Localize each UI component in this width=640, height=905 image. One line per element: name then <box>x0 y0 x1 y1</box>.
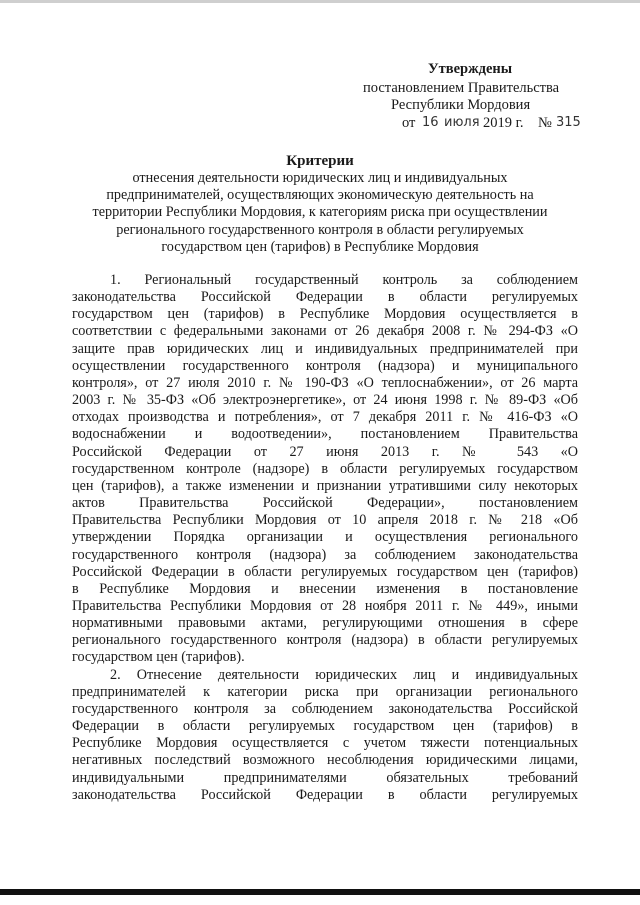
scan-bottom-edge <box>0 889 640 895</box>
text-line: Республике Мордовия осуществляется с учетом тяжести потенциальных <box>72 735 578 752</box>
approval-date-month: июля <box>444 115 480 130</box>
document-subtitle <box>60 170 580 256</box>
text-line: предпринимателей к категории риска при организации регионального <box>72 683 578 700</box>
text-line: Федерации в области регулируемых государством цен (тарифов) в <box>72 718 578 735</box>
approval-line-1: постановлением Правительства <box>363 80 560 96</box>
text-line: 2. Отнесение деятельности юридических лиц и индивидуальных <box>110 666 578 683</box>
document-title: Критерии <box>286 153 354 169</box>
approval-date-year: 2019 г. <box>483 115 524 131</box>
approval-date-prefix: от <box>402 115 416 131</box>
text-line: контроля», от 27 июля 2010 г. № 190-ФЗ «О теплоснабжении», от 26 марта <box>72 374 578 391</box>
approval-date-day: 16 <box>422 115 439 130</box>
text-line: государством цен (тарифов) в Республике Мордовия осуществляется в <box>72 306 578 323</box>
text-line: актов Правительства Российской Федерации», постановлением <box>72 495 578 512</box>
text-line: государственном контроле (надзоре) в области регулируемых государством <box>72 460 578 477</box>
text-line: защите прав юридических лиц и индивидуальных предпринимателей при <box>72 340 578 357</box>
text-line: государственного контроля за соблюдением законодательства Российской <box>72 700 578 717</box>
text-line: законодательства Российской Федерации в области регулируемых <box>72 786 578 803</box>
approval-block <box>0 0 640 140</box>
text-line: регионального государственного контроля (надзора) в области регулируемых <box>72 632 578 649</box>
text-line: негативных последствий возможного несоблюдения юридическими лицами, <box>72 752 578 769</box>
paragraph-1 <box>72 272 578 667</box>
document-body <box>72 272 578 804</box>
text-line: Российской Федерации от 27 июня 2013 г. № 543 «О <box>72 443 578 460</box>
text-line: утверждении Порядка организации и осуществления регионального <box>72 529 578 546</box>
approval-number-prefix: № <box>538 115 552 131</box>
text-line: 1. Региональный государственный контроль за соблюдением <box>110 272 578 288</box>
subtitle-line: регионального государственного контроля в области регулируемых <box>116 221 524 238</box>
text-line: государственного контроля (надзора) за соблюдением законодательства <box>72 546 578 563</box>
subtitle-line: государством цен (тарифов) в Республике Мордовия <box>161 238 479 255</box>
text-line: водоснабжении и водоотведении», постановлением Правительства <box>72 426 578 443</box>
text-line: Правительства Республики Мордовия от 10 апреля 2018 г. № 218 «Об <box>72 512 578 529</box>
text-line: соответствии с федеральными законами от 26 декабря 2008 г. № 294-ФЗ «О <box>72 323 578 340</box>
paragraph-2 <box>72 667 578 804</box>
text-line: индивидуальными предпринимателями обязательных требований <box>72 769 578 786</box>
approval-title: Утверждены <box>428 61 513 77</box>
subtitle-line: предпринимателей, осуществляющих экономическую деятельность на <box>106 187 534 204</box>
text-line: 2003 г. № 35-ФЗ «Об электроэнергетике», от 24 июня 1998 г. № 89-ФЗ «Об <box>72 392 578 409</box>
text-line: в Республике Мордовия и внесении изменения в постановление <box>72 580 578 597</box>
text-line: Правительства Республики Мордовия от 28 ноября 2011 г. № 449», иными <box>72 597 578 614</box>
text-line: Российской Федерации в области регулируемых государством цен (тарифов) <box>72 563 578 580</box>
subtitle-line: отнесения деятельности юридических лиц и индивидуальных <box>132 170 508 186</box>
text-line: цен (тарифов), а также изменении и признании утратившими силу некоторых <box>72 477 578 494</box>
text-line: отходах производства и потребления», от 7 декабря 2011 г. № 416-ФЗ «О <box>72 409 578 426</box>
approval-number: 315 <box>556 115 581 130</box>
text-line: государством цен (тарифов). <box>72 649 245 666</box>
subtitle-line: территории Республики Мордовия, к категориям риска при осуществлении <box>92 204 548 221</box>
text-line: нормативными правовыми актами, регулирующими отношения в сфере <box>72 615 578 632</box>
text-line: осуществлении государственного контроля (надзора) и муниципального <box>72 357 578 374</box>
approval-line-2: Республики Мордовия <box>391 97 531 113</box>
text-line: законодательства Российской Федерации в области регулируемых <box>72 289 578 306</box>
